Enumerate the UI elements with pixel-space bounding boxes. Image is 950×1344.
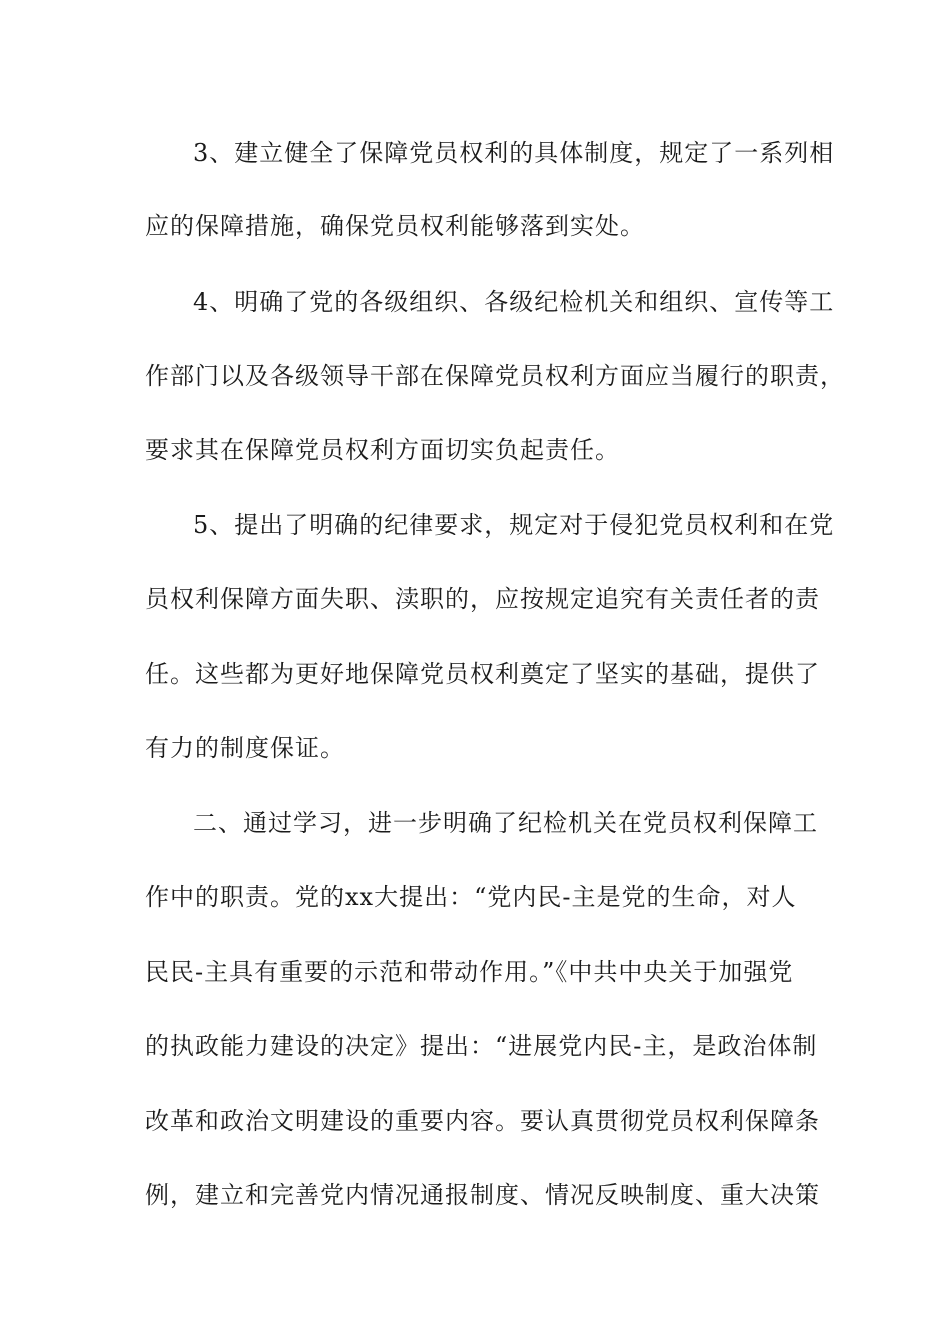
text-line: 作中的职责。党的xx大提出：“党内民-主是党的生命，对人 <box>145 883 797 911</box>
text-line: 的执政能力建设的决定》提出：“进展党内民-主，是政治体制 <box>145 1032 818 1060</box>
text-line: 4、明确了党的各级组织、各级纪检机关和组织、宣传等工 <box>193 288 835 316</box>
text-line: 作部门以及各级领导干部在保障党员权利方面应当履行的职责， <box>145 362 845 390</box>
text-line: 员权利保障方面失职、渎职的，应按规定追究有关责任者的责 <box>145 585 820 613</box>
text-line: 民民-主具有重要的示范和带动作用。”《中共中央关于加强党 <box>145 958 794 986</box>
text-line: 二、通过学习，进一步明确了纪检机关在党员权利保障工 <box>193 809 818 837</box>
text-line: 改革和政治文明建设的重要内容。要认真贯彻党员权利保障条 <box>145 1107 820 1135</box>
text-line: 要求其在保障党员权利方面切实负起责任。 <box>145 436 620 464</box>
text-line: 应的保障措施，确保党员权利能够落到实处。 <box>145 212 645 240</box>
text-line: 5、提出了明确的纪律要求，规定对于侵犯党员权利和在党 <box>193 511 835 539</box>
text-line: 任。这些都为更好地保障党员权利奠定了坚实的基础，提供了 <box>145 660 820 688</box>
text-line: 例，建立和完善党内情况通报制度、情况反映制度、重大决策 <box>145 1181 820 1209</box>
text-line: 有力的制度保证。 <box>145 734 345 762</box>
text-line: 3、建立健全了保障党员权利的具体制度，规定了一系列相 <box>193 139 835 167</box>
